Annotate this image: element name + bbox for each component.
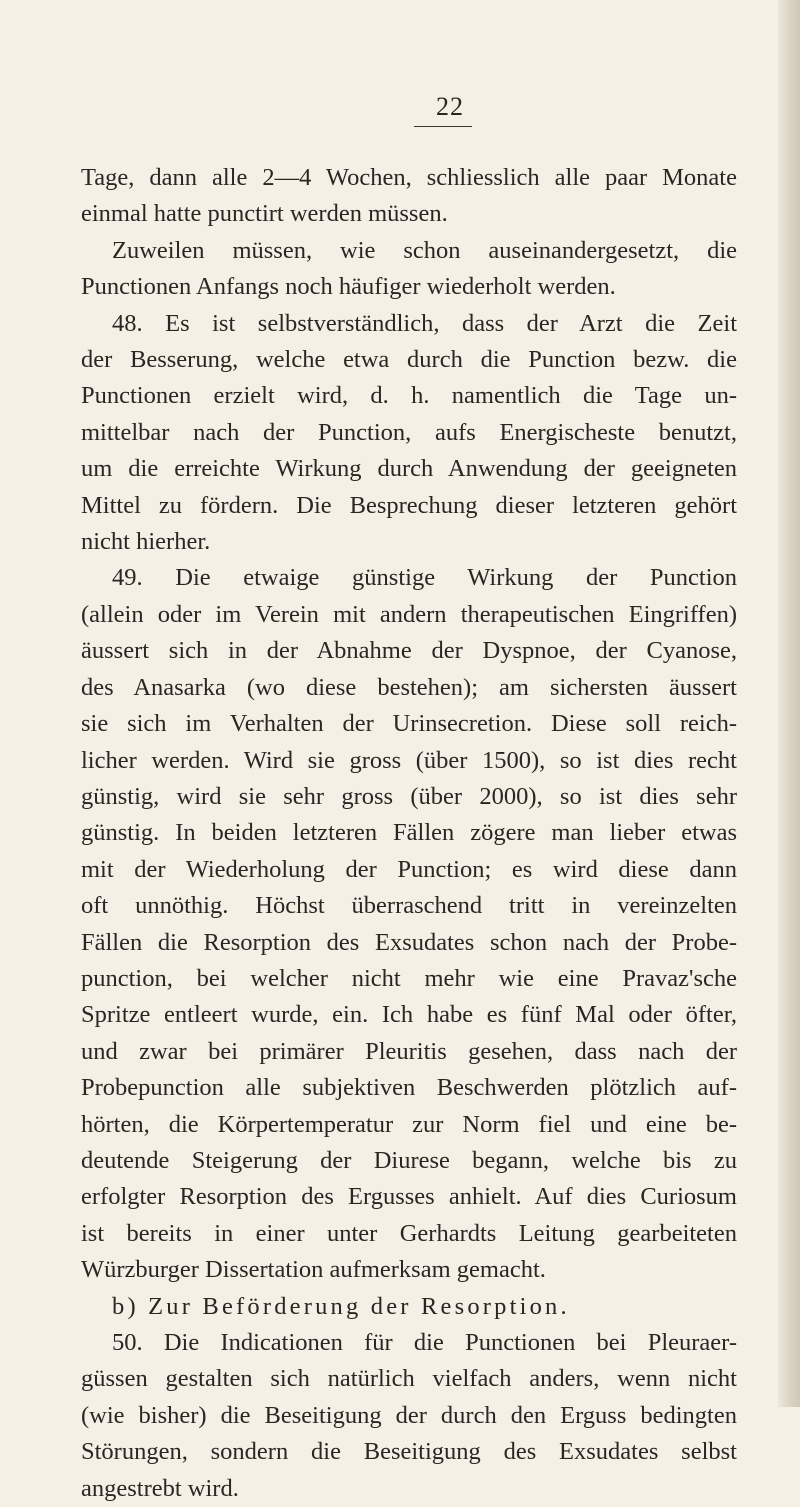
text-line: und zwar bei primärer Pleuritis gesehen, dass nach der [81,1037,737,1065]
text-line: Mittel zu fördern. Die Besprechung dieser letzteren gehört [81,491,737,519]
text-line: Zuweilen müssen, wie schon auseinandergesetzt, die [112,236,737,264]
text-line: Würzburger Dissertation aufmerksam gemacht. [81,1256,546,1284]
text-line: Punctionen erzielt wird, d. h. namentlich die Tage un- [81,382,737,410]
text-line: 49. Die etwaige günstige Wirkung der Punction [112,564,737,592]
text-line: (wie bisher) die Beseitigung der durch den Erguss bedingten [81,1401,737,1429]
text-line: 50. Die Indicationen für die Punctionen bei Pleuraer- [112,1329,737,1356]
text-line: punction, bei welcher nicht mehr wie eine Pravaz'sche [81,964,737,992]
text-line: mit der Wiederholung der Punction; es wird diese dann [81,855,737,883]
text-line: Spritze entleert wurde, ein. Ich habe es fünf Mal oder öfter, [81,1001,737,1029]
text-line: des Anasarka (wo diese bestehen); am sichersten äussert [81,673,737,701]
text-line: nicht hierher. [81,528,211,556]
text-line: Störungen, sondern die Beseitigung des Exsudates selbst [81,1438,737,1466]
text-line: Fällen die Resorption des Exsudates schon nach der Probe- [81,928,737,956]
text-line: güssen gestalten sich natürlich vielfach anders, wenn nicht [81,1365,737,1393]
text-line: günstig, wird sie sehr gross (über 2000), so ist dies sehr [81,782,737,810]
text-line: 48. Es ist selbstverständlich, dass der Arzt die Zeit [112,309,737,337]
text-line: mittelbar nach der Punction, aufs Energischeste benutzt, [81,418,737,446]
text-line: erfolgter Resorption des Ergusses anhielt. Auf dies Curiosum [81,1183,737,1211]
page-number-underline [414,126,472,127]
body-text [81,160,737,1507]
section-subheading: b) Zur Beförderung der Resorption. [112,1292,570,1320]
page-edge-shadow [778,0,800,1407]
text-line: deutende Steigerung der Diurese begann, welche bis zu [81,1146,737,1174]
text-line: Punctionen Anfangs noch häufiger wiederholt werden. [81,273,616,301]
page-number: 22 [436,92,464,121]
text-line: einmal hatte punctirt werden müssen. [81,200,448,228]
text-line: sie sich im Verhalten der Urinsecretion. Diese soll reich- [81,710,737,738]
text-line: (allein oder im Verein mit andern therapeutischen Eingriffen) [81,600,737,628]
text-line: der Besserung, welche etwa durch die Punction bezw. die [81,346,737,374]
text-line: licher werden. Wird sie gross (über 1500), so ist dies recht [81,746,737,774]
text-line: günstig. In beiden letzteren Fällen zögere man lieber etwas [81,819,737,847]
text-line: um die erreichte Wirkung durch Anwendung der geeigneten [81,455,737,483]
text-line: oft unnöthig. Höchst überraschend tritt in vereinzelten [81,892,737,920]
text-line: hörten, die Körpertemperatur zur Norm fiel und eine be- [81,1110,737,1138]
text-line: ist bereits in einer unter Gerhardts Leitung gearbeiteten [81,1219,737,1247]
text-line: äussert sich in der Abnahme der Dyspnoe, der Cyanose, [81,637,737,665]
text-line: Probepunction alle subjektiven Beschwerden plötzlich auf- [81,1074,737,1102]
text-line: angestrebt wird. [81,1474,239,1502]
text-line: Tage, dann alle 2—4 Wochen, schliesslich alle paar Monate [81,164,737,191]
